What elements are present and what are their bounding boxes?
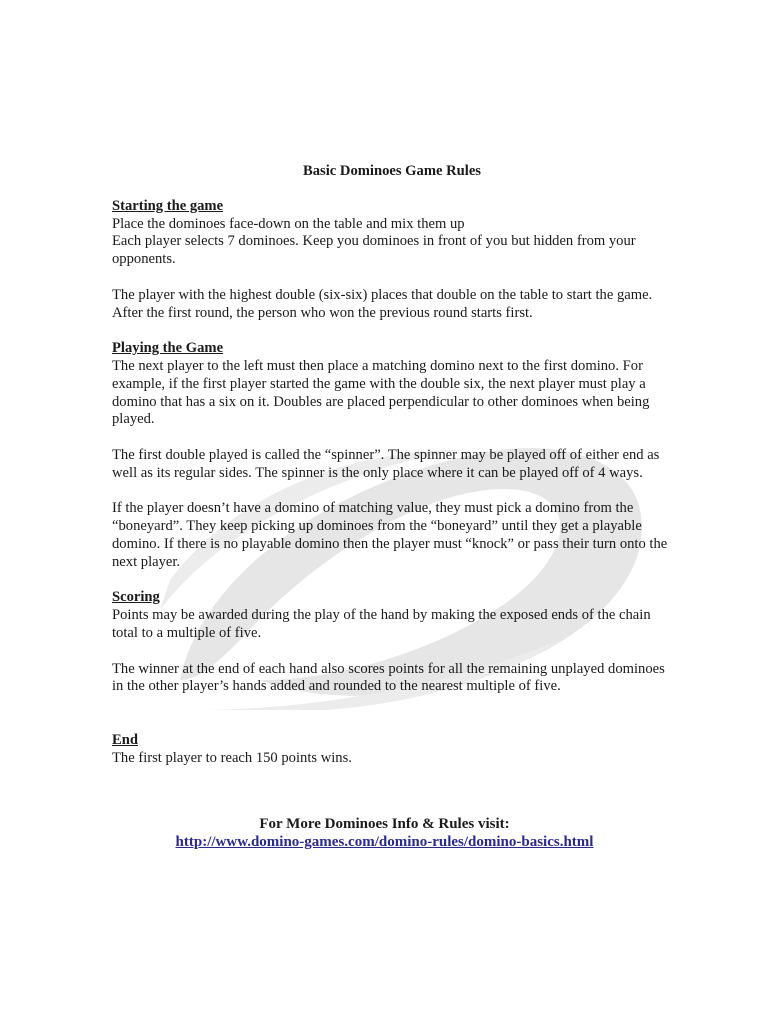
playing-paragraph-3: If the player doesn’t have a domino of matching value, they must pick a domino from the “boneyard”. They keep picking up dominoes from the “boneyard” until they get a playable domino. If there is no playable domino then the player must “knock” or pass their turn onto the next player.: [112, 500, 668, 570]
heading-playing-the-game: Playing the Game: [112, 340, 224, 357]
playing-paragraph-2: The first double played is called the “spinner”. The spinner may be played off of either end as well as its regular sides. The spinner is the only place where it can be played off of 4 ways.: [112, 446, 660, 481]
scoring-paragraph-1: Points may be awarded during the play of the hand by making the exposed ends of the chain total to a multiple of five.: [112, 607, 651, 641]
end-paragraph-1: The first player to reach 150 points wins.: [112, 749, 352, 766]
document-page: [112, 163, 672, 850]
footer-link[interactable]: http://www.domino-games.com/domino-rules/domino-basics.html: [175, 833, 594, 850]
heading-scoring: Scoring: [112, 589, 160, 606]
scoring-paragraph-2: The winner at the end of each hand also scores points for all the remaining unplayed dominoes in the other player’s hands added and rounded to the nearest multiple of five.: [112, 660, 665, 695]
footer: [112, 816, 657, 852]
document-title: Basic Dominoes Game Rules: [303, 163, 481, 179]
heading-end: End: [112, 731, 138, 748]
starting-paragraph-2: The player with the highest double (six-six) places that double on the table to start the game. After the first round, the person who won the previous round starts first.: [112, 286, 653, 321]
footer-label: For More Dominoes Info & Rules visit:: [259, 816, 510, 832]
starting-line-1: Place the dominoes face-down on the table and mix them up: [112, 215, 465, 232]
heading-starting-the-game: Starting the game: [112, 197, 224, 214]
starting-line-2: Each player selects 7 dominoes. Keep you dominoes in front of you but hidden from your opponents.: [112, 233, 636, 268]
playing-paragraph-1: The next player to the left must then place a matching domino next to the first domino. For example, if the first player started the game with the double six, the next player must play a domino that has a six on it. Doubles are placed perpendicular to other dominoes when being played.: [112, 357, 650, 428]
